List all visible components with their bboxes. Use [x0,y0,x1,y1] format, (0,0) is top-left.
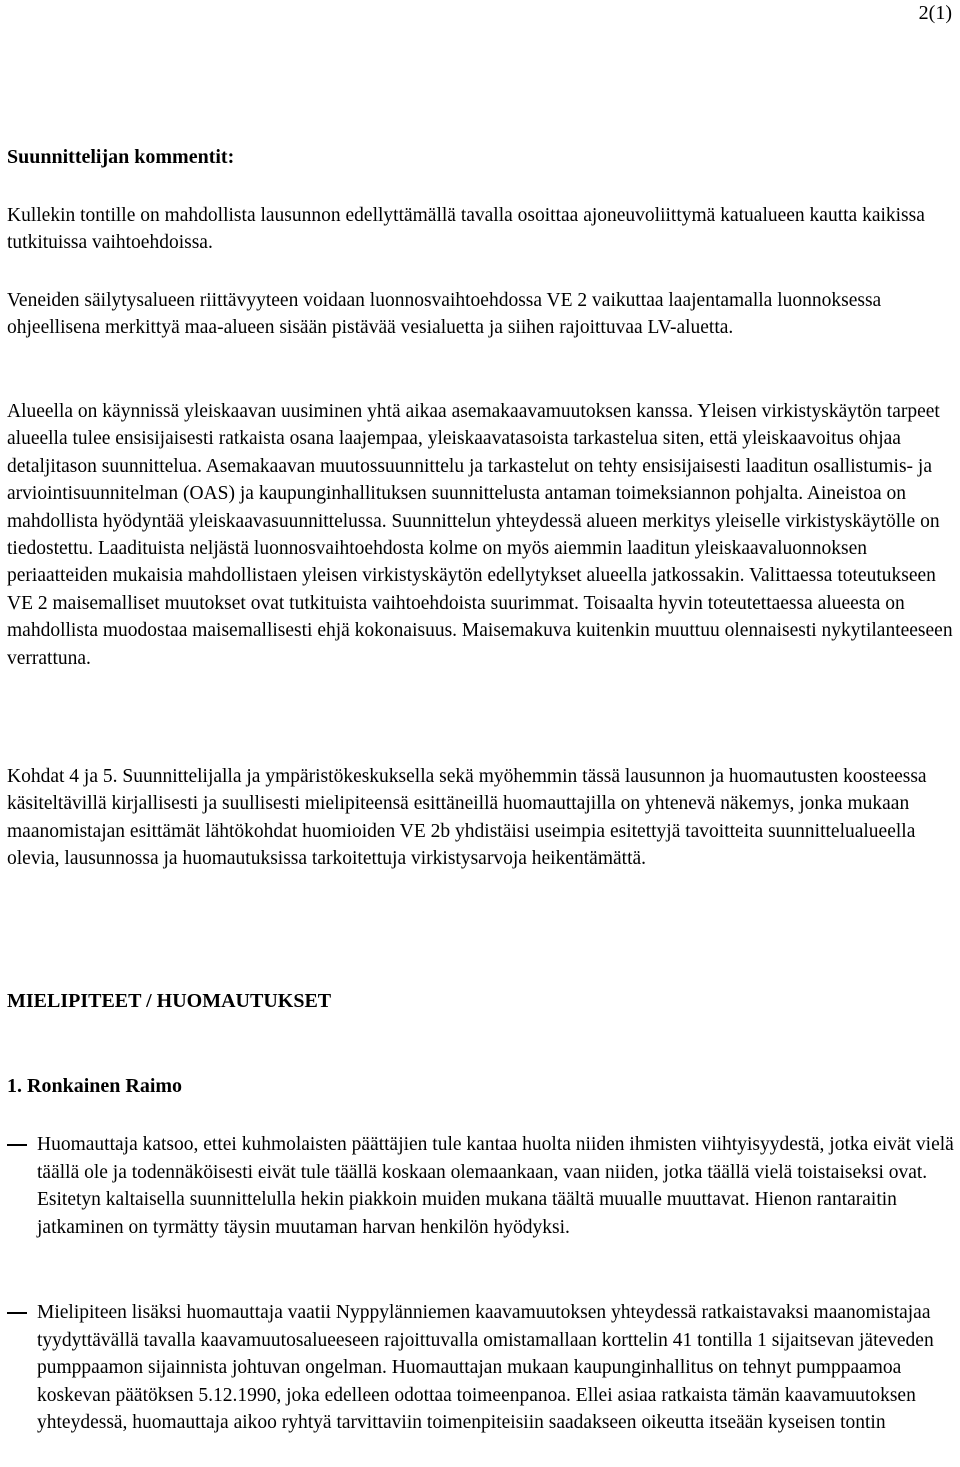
paragraph-points-4-5: Kohdat 4 ja 5. Suunnittelijalla ja ympäristökeskuksella sekä myöhemmin tässä lausunnon ja huomautusten koosteessa käsiteltävillä kirjallisesti ja suullisesti mielipiteensä esittäneillä huomauttajilla on yhtenevä näkemys, jonka mukaan maanomistajan esittämät lähtökohdat huomioiden VE 2b yhdistäisi useimpia esitettyjä tavoitteita suunnittelualueella olevia, lausunnossa ja huomautuksissa tarkoitettuja virkistysarvoja heikentämättä. [7,766,927,870]
page-number: 2(1) [918,2,952,24]
section-heading: Suunnittelijan kommentit: [7,146,235,168]
list-item-text: Huomauttaja katsoo, ettei kuhmolaisten päättäjien tule kantaa huolta niiden ihmisten viihtyisyydestä, jotka eivät vielä täällä ole ja todennäköisesti eivät tule täällä koskaan olemaankaan, vaan niiden, jotka täällä vielä toistaiseksi ovat. Esitetyn kaltaisella suunnittelulla hekin piakkoin muiden mukana täältä muualle muuttavat. Hienon rantaraitin jatkaminen on tyrmätty täysin muutaman harvan henkilön hyödyksi. [37,1134,954,1238]
paragraph-master-plan: Alueella on käynnissä yleiskaavan uusiminen yhtä aikaa asemakaavamuutoksen kanssa. Yleisen virkistyskäytön tarpeet alueella tulee ensisijaisesti ratkaista osana laajempaa, yleiskaavatasoista tarkastelua siten, että yleiskaavoitus ohjaa detaljitason suunnittelua. Asemakaavan muutossuunnittelu ja tarkastelut on tehty ensisijaisesti laaditun osallistumis- ja arviointisuunnitelman (OAS) ja kaupunginhallituksen suunnittelusta antaman toimeksiannon pohjalta. Aineistoa on mahdollista hyödyntää yleiskaavasuunnittelussa. Suunnittelun yhteydessä alueen merkitys yleiselle virkistyskäytölle on tiedostettu. Laadituista neljästä luonnosvaihtoehdosta kolme on myös aiemmin laaditun yleiskaavaluonnoksen periaatteiden mukaisia mahdollistaen yleisen virkistyskäytön edellytykset alueella jatkossakin. Valittaessa toteutukseen VE 2 maisemalliset muutokset ovat tutkituista vaihtoehdoista suurimmat. Toisaalta hyvin toteutettaessa alueesta on mahdollista muodostaa maisemallisesti ehjä kokonaisuus. Maisemakuva kuitenkin muuttuu olennaisesti nykytilanteeseen verrattuna. [7,401,953,669]
dash-bullet-icon [7,1144,27,1146]
person-heading: 1. Ronkainen Raimo [7,1075,183,1097]
list-item-text: Mielipiteen lisäksi huomauttaja vaatii Nyppylänniemen kaavamuutoksen yhteydessä ratkaistavaksi maanomistajaa tyydyttävällä tavalla kaavamuutosalueeseen rajoittuvalla omistamallaan korttelin 41 tontilla 1 sijaitsevan jäteveden pumppaamon sijainnista johtuvan ongelman. Huomauttajan mukaan kaupunginhallitus on tehnyt pumppaamoa koskevan päätöksen 5.12.1990, joka edelleen odottaa toimeenpanoa. Ellei asiaa ratkaista tämän kaavamuutoksen yhteydessä, huomauttaja aikoo ryhtyä tarvittaviin toimenpiteisiin saadakseen oikeutta itseään kyseisen tontin [37,1302,934,1434]
paragraph-boat-storage: Veneiden säilytysalueen riittävyyteen voidaan luonnosvaihtoehdossa VE 2 vaikuttaa laajentamalla luonnoksessa ohjeellisena merkittyä maa-alueen sisään pistävää vesialuetta ja siihen rajoittuvaa LV-aluetta. [7,290,882,339]
opinions-heading: MIELIPITEET / HUOMAUTUKSET [7,990,332,1012]
paragraph-access: Kullekin tontille on mahdollista lausunnon edellyttämällä tavalla osoittaa ajoneuvoliittymä katualueen kautta kaikissa tutkituissa vaihtoehdoissa. [7,205,925,254]
dash-bullet-icon [7,1312,27,1314]
